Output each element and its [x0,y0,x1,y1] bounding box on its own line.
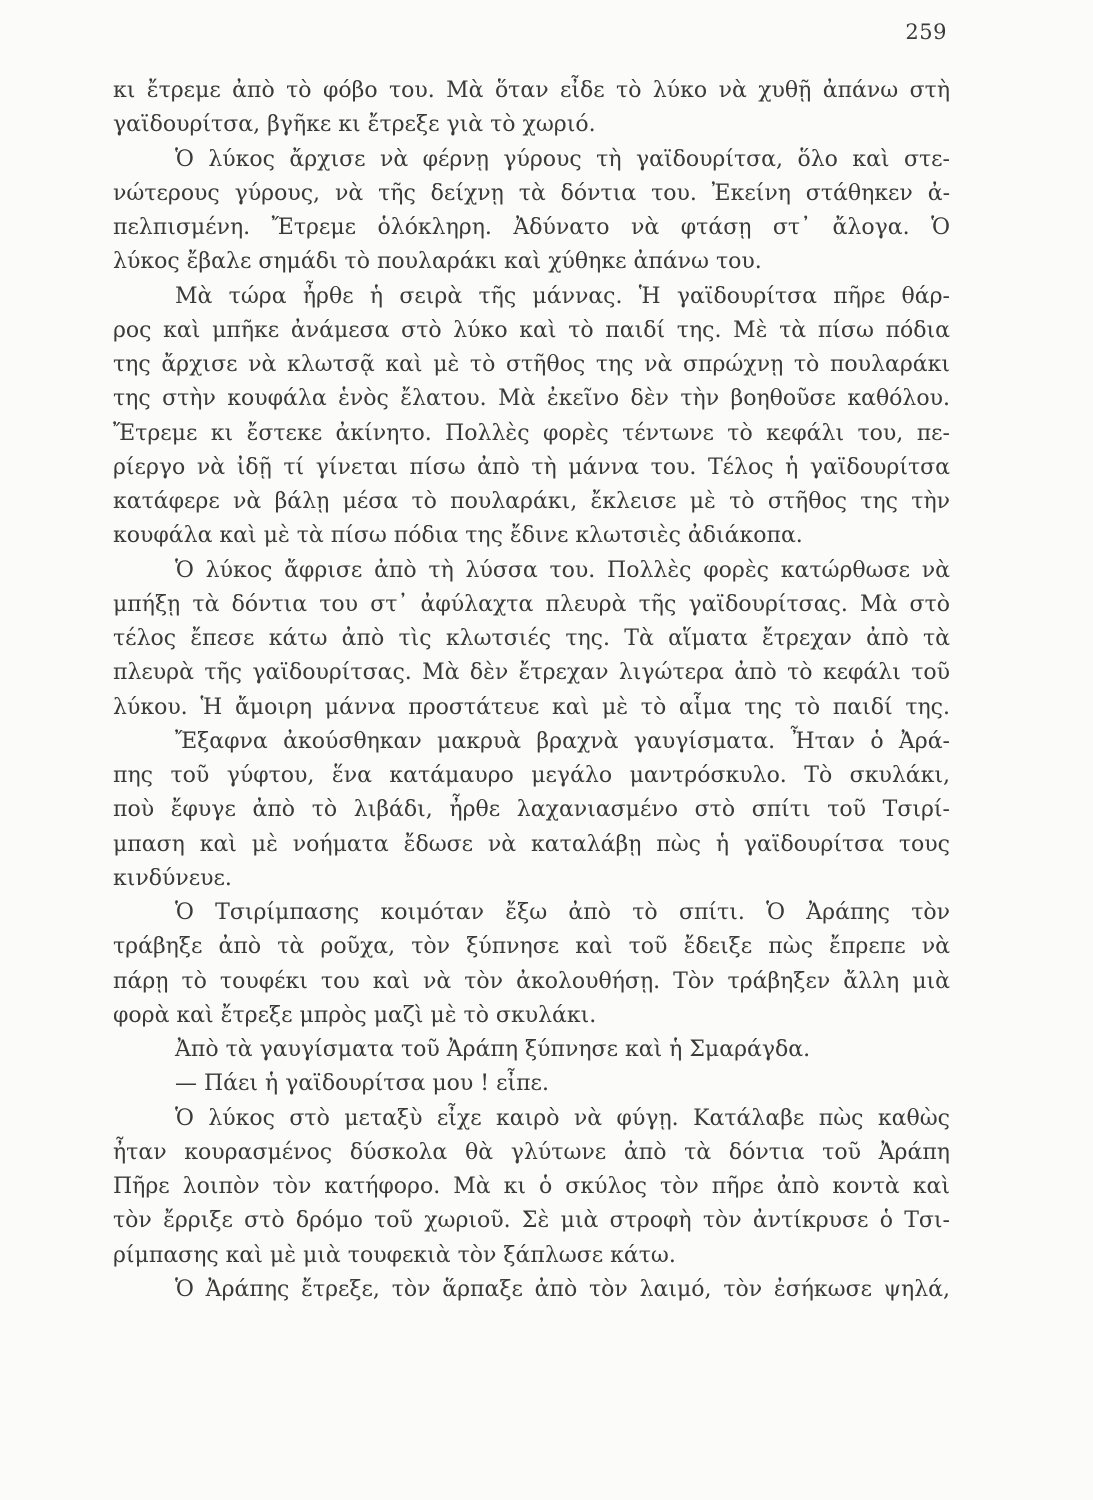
text-line: Ὁ Τσιρίμπασης κοιμόταν ἔξω ἀπὸ τὸ σπίτι. Ὁ Ἀράπης τὸν [175,900,950,925]
text-line: ποὺ ἔφυγε ἀπὸ τὸ λιβάδι, ἦρθε λαχανιασμένο στὸ σπίτι τοῦ Τσιρί- [113,797,950,823]
text-line: ρίμπασης καὶ μὲ μιὰ τουφεκιὰ τὸν ξάπλωσε κάτω. [113,1242,676,1268]
page-number: 259 [905,20,947,44]
text-line: Ἔξαφνα ἀκούσθηκαν μακρυὰ βραχνὰ γαυγίσματα. Ἦταν ὁ Ἀρά- [175,728,950,754]
text-line: κατάφερε νὰ βάλῃ μέσα τὸ πουλαράκι, ἔκλεισε μὲ τὸ στῆθος της τὴν [113,489,950,514]
text-line: — Πάει ἡ γαϊδουρίτσα μου ! εἶπε. [175,1071,549,1097]
text-line: κουφάλα καὶ μὲ τὰ πίσω πόδια της ἔδινε κλωτσιὲς ἀδιάκοπα. [113,523,803,549]
text-line: πελπισμένη. Ἔτρεμε ὁλόκληρη. Ἀδύνατο νὰ φτάσῃ στ᾽ ἄλογα. Ὁ [113,215,950,240]
text-line: τὸν ἔρριξε στὸ δρόμο τοῦ χωριοῦ. Σὲ μιὰ στροφὴ τὸν ἀντίκρυσε ὁ Τσι- [113,1208,950,1234]
text-line: φορὰ καὶ ἔτρεξε μπρὸς μαζὶ μὲ τὸ σκυλάκι. [113,1002,597,1028]
text-line: της στὴν κουφάλα ἑνὸς ἔλατου. Μὰ ἐκεῖνο δὲν τὴν βοηθοῦσε καθόλου. [113,386,950,412]
text-line: Ὁ Ἀράπης ἔτρεξε, τὸν ἅρπαξε ἀπὸ τὸν λαιμό, τὸν ἐσήκωσε ψηλά, [175,1276,950,1302]
text-line: νώτερους γύρους, νὰ τῆς δείχνῃ τὰ δόντια του. Ἐκείνη στάθηκεν ἀ- [113,180,950,206]
text-line: ρος καὶ μπῆκε ἀνάμεσα στὸ λύκο καὶ τὸ παιδί της. Μὲ τὰ πίσω πόδια [113,317,950,343]
text-line: ἦταν κουρασμένος δύσκολα θὰ γλύτωνε ἀπὸ τὰ δόντια τοῦ Ἀράπη [113,1139,950,1165]
body-text [113,74,950,1307]
text-line: τέλος ἔπεσε κάτω ἀπὸ τὶς κλωτσιές της. Τὰ αἵματα ἔτρεχαν ἀπὸ τὰ [113,626,950,651]
text-line: ρίεργο νὰ ἰδῇ τί γίνεται πίσω ἀπὸ τὴ μάννα του. Τέλος ἡ γαϊδουρίτσα [113,454,950,480]
text-line: μπήξῃ τὰ δόντια του στ᾽ ἀφύλαχτα πλευρὰ τῆς γαϊδουρίτσας. Μὰ στὸ [113,591,950,617]
text-line: τράβηξε ἀπὸ τὰ ροῦχα, τὸν ξύπνησε καὶ τοῦ ἔδειξε πὼς ἔπρεπε νὰ [113,934,950,960]
text-line: Ὁ λύκος ἄρχισε νὰ φέρνῃ γύρους τὴ γαϊδουρίτσα, ὅλο καὶ στε- [175,146,950,172]
text-line: Ὁ λύκος στὸ μεταξὺ εἶχε καιρὸ νὰ φύγῃ. Κατάλαβε πὼς καθὼς [175,1105,950,1131]
text-line: πης τοῦ γύφτου, ἕνα κατάμαυρο μεγάλο μαντρόσκυλο. Τὸ σκυλάκι, [113,763,950,788]
text-line: Ἔτρεμε κι ἔστεκε ἀκίνητο. Πολλὲς φορὲς τέντωνε τὸ κεφάλι του, πε- [113,420,950,446]
text-line: Πῆρε λοιπὸν τὸν κατήφορο. Μὰ κι ὁ σκύλος τὸν πῆρε ἀπὸ κοντὰ καὶ [113,1174,950,1199]
text-line: της ἄρχισε νὰ κλωτσᾷ καὶ μὲ τὸ στῆθος της νὰ σπρώχνῃ τὸ πουλαράκι [113,352,950,377]
text-line: Ὁ λύκος ἄφρισε ἀπὸ τὴ λύσσα του. Πολλὲς φορὲς κατώρθωσε νὰ [175,557,950,583]
text-line: μπαση καὶ μὲ νοήματα ἔδωσε νὰ καταλάβῃ πὼς ἡ γαϊδουρίτσα τους [113,831,950,857]
text-line: Ἀπὸ τὰ γαυγίσματα τοῦ Ἀράπη ξύπνησε καὶ ἡ Σμαράγδα. [175,1037,811,1062]
text-line: λύκος ἔβαλε σημάδι τὸ πουλαράκι καὶ χύθηκε ἀπάνω του. [113,249,762,275]
text-line: πάρῃ τὸ τουφέκι του καὶ νὰ τὸν ἀκολουθήσῃ. Τὸν τράβηξεν ἄλλη μιὰ [113,968,950,994]
text-line: κινδύνευε. [113,865,232,891]
text-line: κι ἔτρεμε ἀπὸ τὸ φόβο του. Μὰ ὅταν εἶδε τὸ λύκο νὰ χυθῇ ἀπάνω στὴ [113,78,950,103]
text-line: πλευρὰ τῆς γαϊδουρίτσας. Μὰ δὲν ἔτρεχαν λιγώτερα ἀπὸ τὸ κεφάλι τοῦ [113,660,950,686]
text-line: γαϊδουρίτσα, βγῆκε κι ἔτρεξε γιὰ τὸ χωριό. [113,112,596,138]
text-line: λύκου. Ἡ ἄμοιρη μάννα προστάτευε καὶ μὲ τὸ αἷμα της τὸ παιδί της. [113,694,950,720]
text-line: Μὰ τώρα ἦρθε ἡ σειρὰ τῆς μάννας. Ἡ γαϊδουρίτσα πῆρε θάρ- [175,283,950,309]
